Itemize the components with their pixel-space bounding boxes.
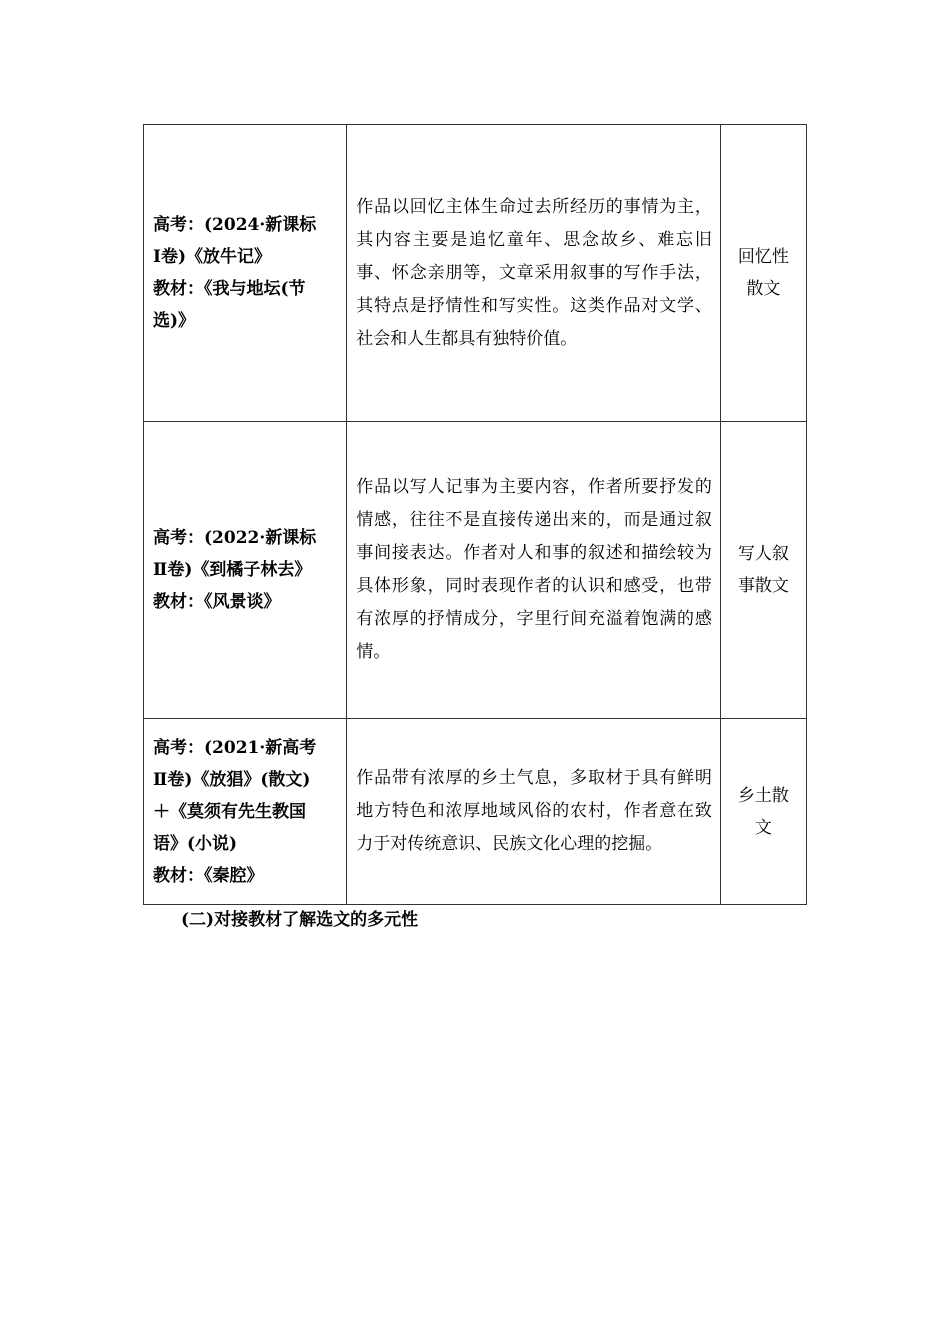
category-line: 散文	[746, 279, 781, 299]
section-heading: (二)对接教材了解选文的多元性	[181, 910, 419, 930]
source-line: 语》(小说)	[153, 833, 238, 854]
source-line: 高考：(2024·新课标	[153, 215, 317, 235]
source-cell	[144, 719, 347, 905]
description-cell: 作品以回忆主体生命过去所经历的事情为主，其内容主要是追忆童年、思念故乡、难忘旧事、怀念亲朋等，文章采用叙事的写作手法，其特点是抒情性和写实性。这类作品对文学、社会和人生都具有独特价值。	[347, 125, 721, 422]
source-line: Ⅱ卷)《放猖》(散文)	[153, 769, 311, 790]
source-cell	[144, 125, 347, 422]
category-cell	[720, 719, 806, 905]
category-line: 文	[754, 817, 772, 838]
source-line: 高考：(2022·新课标	[153, 528, 317, 548]
source-line: Ⅰ卷)《放牛记》	[153, 247, 271, 267]
description-cell: 作品带有浓厚的乡土气息，多取材于具有鲜明地方特色和浓厚地域风俗的农村，作者意在致力于对传统意识、民族文化心理的挖掘。	[347, 719, 721, 905]
category-cell	[720, 422, 806, 719]
source-line: 高考：(2021·新高考	[153, 737, 317, 758]
source-line: 选)》	[153, 311, 196, 331]
table-row	[144, 422, 807, 719]
table-row	[144, 125, 807, 422]
table-row	[144, 719, 807, 905]
source-line: Ⅱ卷)《到橘子林去》	[153, 560, 312, 580]
prose-type-table	[143, 124, 807, 905]
source-line: 教材：《风景谈》	[153, 592, 281, 612]
category-line: 乡土散	[737, 785, 789, 806]
source-line: 教材：《秦腔》	[153, 865, 264, 886]
source-cell	[144, 422, 347, 719]
category-cell	[720, 125, 806, 422]
category-line: 事散文	[737, 576, 789, 596]
category-line: 写人叙	[737, 544, 789, 564]
description-cell: 作品以写人记事为主要内容，作者所要抒发的情感，往往不是直接传递出来的，而是通过叙事间接表达。作者对人和事的叙述和描绘较为具体形象，同时表现作者的认识和感受，也带有浓厚的抒情成分，字里行间充溢着饱满的感情。	[347, 422, 721, 719]
category-line: 回忆性	[737, 247, 789, 267]
source-line: 教材：《我与地坛(节	[153, 279, 306, 299]
source-line: ＋《莫须有先生教国	[153, 801, 306, 822]
